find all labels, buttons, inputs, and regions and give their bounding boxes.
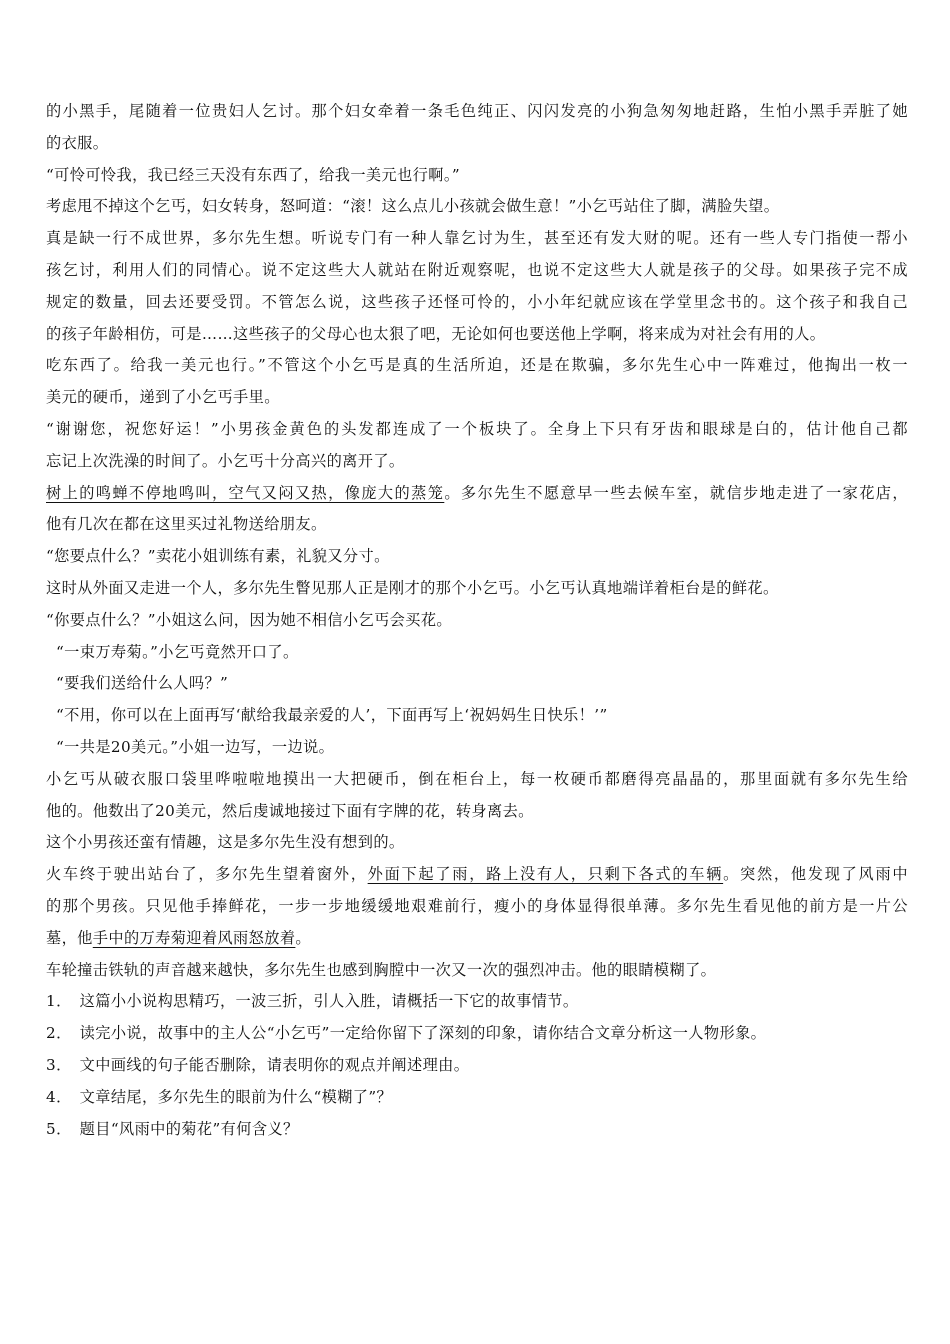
paragraph: “要我们送给什么人吗？” — [56, 674, 229, 693]
underlined-sentence: 外面下起了雨，路上没有人，只剩下各式的车辆 — [367, 865, 724, 884]
text-line — [46, 859, 908, 891]
text-span: 。多尔先生不愿意早一些去候车室，就信步地走进了一家花店， — [444, 483, 908, 502]
text-line: “谢谢您，祝您好运！”小男孩金黄色的头发都连成了一个板块了。全身上下只有牙齿和眼球是白的，估计他自己都 — [46, 419, 908, 438]
question-number: 4． — [46, 1087, 72, 1106]
text-line: 小乞丐从破衣服口袋里哗啦啦地摸出一大把硬币，倒在柜台上，每一枚硬币都磨得亮晶晶的，那里面就有多尔先生给 — [46, 769, 908, 788]
text-span: 。突然，他发现了风雨中 — [723, 865, 908, 884]
text-line: 吃东西了。给我一美元也行。”不管这个小乞丐是真的生活所迫，还是在欺骗，多尔先生心中一阵难过，他掏出一枚一 — [46, 356, 908, 375]
document-page — [46, 96, 908, 1145]
text-line — [46, 923, 908, 955]
paragraph: “一束万寿菊。”小乞丐竟然开口了。 — [56, 642, 299, 661]
question-number: 5． — [46, 1119, 72, 1138]
paragraph — [46, 96, 908, 160]
question-item — [46, 986, 908, 1018]
text-line: 真是缺一行不成世界，多尔先生想。听说专门有一种人靠乞讨为生，甚至还有发大财的呢。还有一些人专门指使一帮小 — [46, 229, 908, 248]
text-line: 他的。他数出了20美元，然后虔诚地接过下面有字牌的花，转身离去。 — [46, 801, 534, 820]
paragraph: 考虑甩不掉这个乞丐，妇女转身，怒呵道：“滚！这么点儿小孩就会做生意！”小乞丐站住了脚，满脸失望。 — [46, 197, 780, 216]
text-line: 规定的数量，回去还要受罚。不管怎么说，这些孩子还怪可怜的，小小年纪就应该在学堂里念书的。这个孩子和我自己 — [46, 292, 908, 311]
text-line: 的小黑手，尾随着一位贵妇人乞讨。那个妇女牵着一条毛色纯正、闪闪发亮的小狗急匆匆地赶路，生怕小黑手弄脏了她 — [46, 102, 908, 120]
question-text: 读完小说，故事中的主人公“小乞丐”一定给你留下了深刻的印象，请你结合文章分析这一人物形象。 — [79, 1024, 767, 1043]
paragraph — [46, 859, 908, 954]
paragraph: 这时从外面又走进一个人，多尔先生瞥见那人正是刚才的那个小乞丐。小乞丐认真地端详着柜台是的鲜花。 — [46, 578, 779, 597]
question-text: 这篇小小说构思精巧，一波三折，引人入胜，请概括一下它的故事情节。 — [79, 992, 579, 1011]
question-number: 2． — [46, 1024, 72, 1043]
paragraph — [46, 350, 908, 414]
question-text: 文中画线的句子能否删除，请表明你的观点并阐述理由。 — [79, 1055, 470, 1074]
text-line — [46, 478, 908, 510]
text-line: 忘记上次洗澡的时间了。小乞丐十分高兴的离开了。 — [46, 451, 405, 470]
text-line: 的孩子年龄相仿，可是……这些孩子的父母心也太狠了吧，无论如何也要送他上学啊，将来成为对社会有用的人。 — [46, 324, 826, 343]
question-item — [46, 1050, 908, 1082]
paragraph — [46, 414, 908, 478]
question-item — [46, 1018, 908, 1050]
paragraph: “你要点什么？”小姐这么问，因为她不相信小乞丐会买花。 — [46, 610, 453, 629]
text-line: 的那个男孩。只见他手捧鲜花，一步一步地缓缓地艰难前行，瘦小的身体显得很单薄。多尔先生看见他的前方是一片公 — [46, 896, 908, 915]
underlined-sentence: 手中的万寿菊迎着风雨怒放着 — [92, 928, 296, 947]
underlined-sentence: 树上的鸣蝉不停地鸣叫，空气又闷又热，像庞大的蒸笼 — [46, 483, 445, 502]
question-list — [46, 986, 908, 1145]
text-span: 火车终于驶出站台了，多尔先生望着窗外， — [46, 865, 368, 884]
text-line: 美元的硬币，递到了小乞丐手里。 — [46, 388, 280, 407]
paragraph: “一共是20美元。”小姐一边写，一边说。 — [56, 737, 335, 756]
question-item — [46, 1082, 908, 1114]
text-span: 。 — [295, 928, 311, 947]
paragraph: “可怜可怜我，我已经三天没有东西了，给我一美元也行啊。” — [46, 165, 461, 184]
text-line: 孩乞讨，利用人们的同情心。说不定这些大人就站在附近观察呢，也说不定这些大人就是孩子的父母。如果孩子完不成 — [46, 260, 908, 279]
paragraph: 这个小男孩还蛮有情趣，这是多尔先生没有想到的。 — [46, 833, 405, 852]
paragraph — [46, 764, 908, 828]
question-item — [46, 1114, 908, 1146]
paragraph — [46, 478, 908, 542]
question-number: 1． — [46, 992, 72, 1011]
question-number: 3． — [46, 1055, 72, 1074]
paragraph: 车轮撞击铁轨的声音越来越快，多尔先生也感到胸膛中一次又一次的强烈冲击。他的眼睛模糊了。 — [46, 960, 717, 979]
question-text: 文章结尾，多尔先生的眼前为什么“模糊了”？ — [79, 1087, 393, 1106]
text-span: 墓，他 — [46, 928, 93, 947]
text-line: 的衣服。 — [46, 133, 109, 152]
paragraph: “您要点什么？”卖花小姐训练有素，礼貌又分寸。 — [46, 547, 390, 566]
paragraph: “不用，你可以在上面再写‘献给我最亲爱的人’，下面再写上‘祝妈妈生日快乐！’” — [56, 706, 608, 725]
text-line: 他有几次在都在这里买过礼物送给朋友。 — [46, 515, 327, 534]
paragraph — [46, 223, 908, 350]
question-text: 题目“风雨中的菊花”有何含义？ — [79, 1119, 299, 1138]
